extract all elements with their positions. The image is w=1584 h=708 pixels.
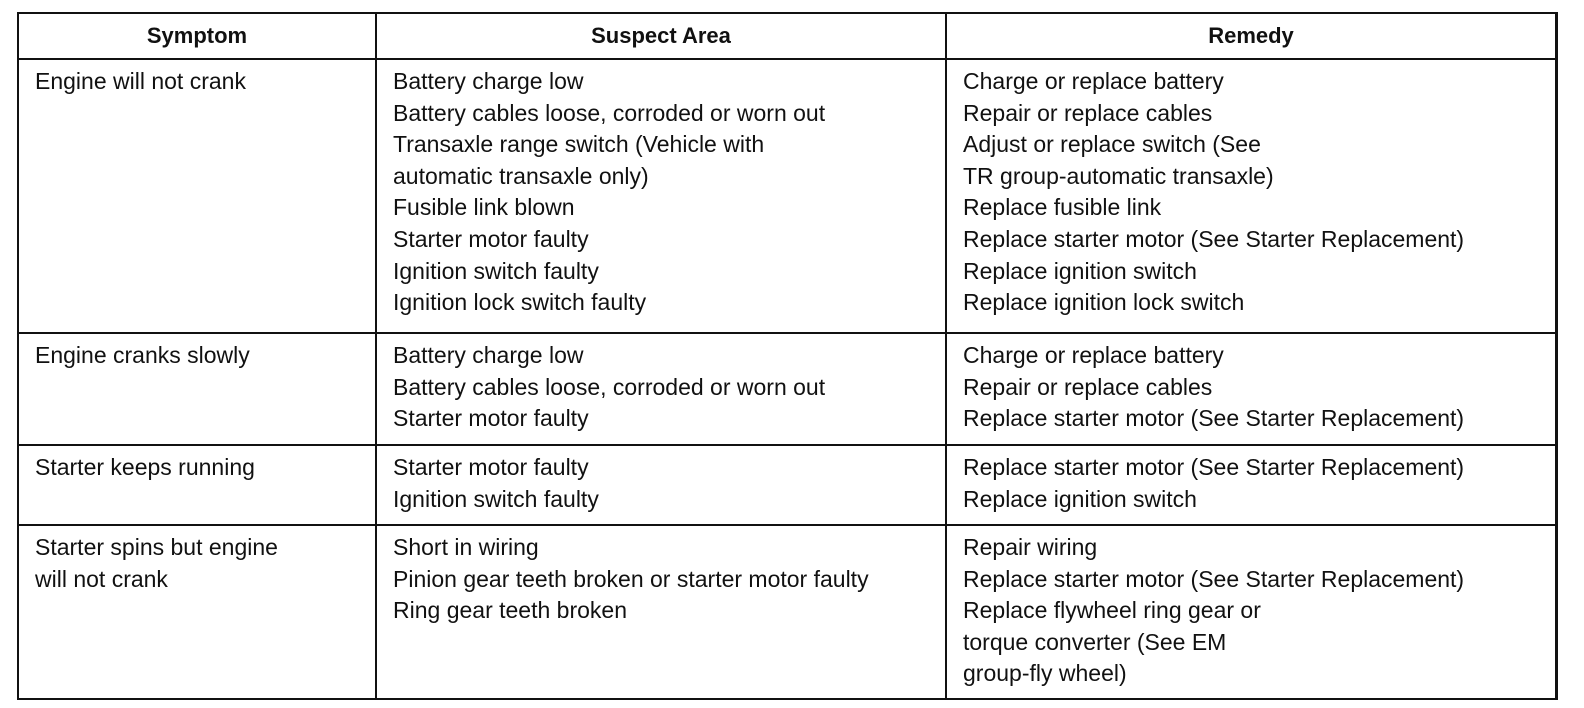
suspect-line: automatic transaxle only) [393, 162, 649, 189]
symptom-line: Engine cranks slowly [35, 342, 250, 368]
remedy-line: Adjust or replace switch (See [963, 131, 1261, 158]
header-remedy: Remedy [946, 13, 1557, 59]
symptom-cell [18, 525, 376, 699]
suspect-line: Short in wiring [393, 534, 539, 560]
symptom-line: will not crank [35, 565, 168, 592]
suspect-line: Ring gear teeth broken [393, 597, 627, 624]
remedy-line: Charge or replace battery [963, 342, 1224, 368]
suspect-cell [376, 525, 946, 699]
troubleshooting-table [17, 12, 1558, 700]
header-row [18, 13, 1557, 59]
remedy-line: Repair or replace cables [963, 99, 1213, 126]
suspect-line: Transaxle range switch (Vehicle with [393, 131, 765, 158]
symptom-line: Engine will not crank [35, 68, 246, 94]
remedy-line: Replace fusible link [963, 194, 1162, 221]
remedy-line: Repair or replace cables [963, 373, 1213, 400]
suspect-line: Battery charge low [393, 68, 584, 94]
remedy-line: torque converter (See EM [963, 628, 1227, 655]
remedy-line: Replace flywheel ring gear or [963, 597, 1261, 624]
table-row [18, 445, 1557, 525]
suspect-line: Battery cables loose, corroded or worn out [393, 373, 826, 400]
suspect-cell [376, 445, 946, 525]
remedy-cell [946, 333, 1557, 445]
suspect-line: Pinion gear teeth broken or starter motor faulty [393, 565, 869, 592]
symptom-cell [18, 333, 376, 445]
suspect-line: Ignition lock switch faulty [393, 289, 647, 316]
remedy-line: Replace ignition switch [963, 485, 1197, 512]
remedy-line: Replace starter motor (See Starter Replacement) [963, 454, 1465, 480]
symptom-cell [18, 59, 376, 333]
suspect-cell [376, 333, 946, 445]
remedy-line: Replace ignition lock switch [963, 289, 1245, 316]
suspect-line: Ignition switch faulty [393, 485, 599, 512]
remedy-cell [946, 525, 1557, 699]
header-suspect-area: Suspect Area [376, 13, 946, 59]
remedy-line: Replace starter motor (See Starter Replacement) [963, 565, 1465, 592]
remedy-cell [946, 59, 1557, 333]
symptom-line: Starter keeps running [35, 454, 255, 480]
suspect-line: Fusible link blown [393, 194, 575, 221]
remedy-cell [946, 445, 1557, 525]
suspect-line: Starter motor faulty [393, 454, 589, 480]
suspect-line: Starter motor faulty [393, 405, 589, 432]
symptom-cell [18, 445, 376, 525]
table-row [18, 333, 1557, 445]
suspect-line: Ignition switch faulty [393, 257, 599, 284]
remedy-line: Replace starter motor (See Starter Replacement) [963, 225, 1465, 252]
suspect-line: Battery charge low [393, 342, 584, 368]
table-row [18, 525, 1557, 699]
remedy-line: group-fly wheel) [963, 660, 1127, 687]
remedy-line: Repair wiring [963, 534, 1098, 560]
header-symptom: Symptom [18, 13, 376, 59]
suspect-cell [376, 59, 946, 333]
remedy-line: Replace ignition switch [963, 257, 1197, 284]
symptom-line: Starter spins but engine [35, 534, 278, 560]
suspect-line: Starter motor faulty [393, 225, 589, 252]
remedy-line: TR group-automatic transaxle) [963, 162, 1274, 189]
remedy-line: Charge or replace battery [963, 68, 1224, 94]
remedy-line: Replace starter motor (See Starter Replacement) [963, 405, 1465, 432]
table-row [18, 59, 1557, 333]
suspect-line: Battery cables loose, corroded or worn out [393, 99, 826, 126]
